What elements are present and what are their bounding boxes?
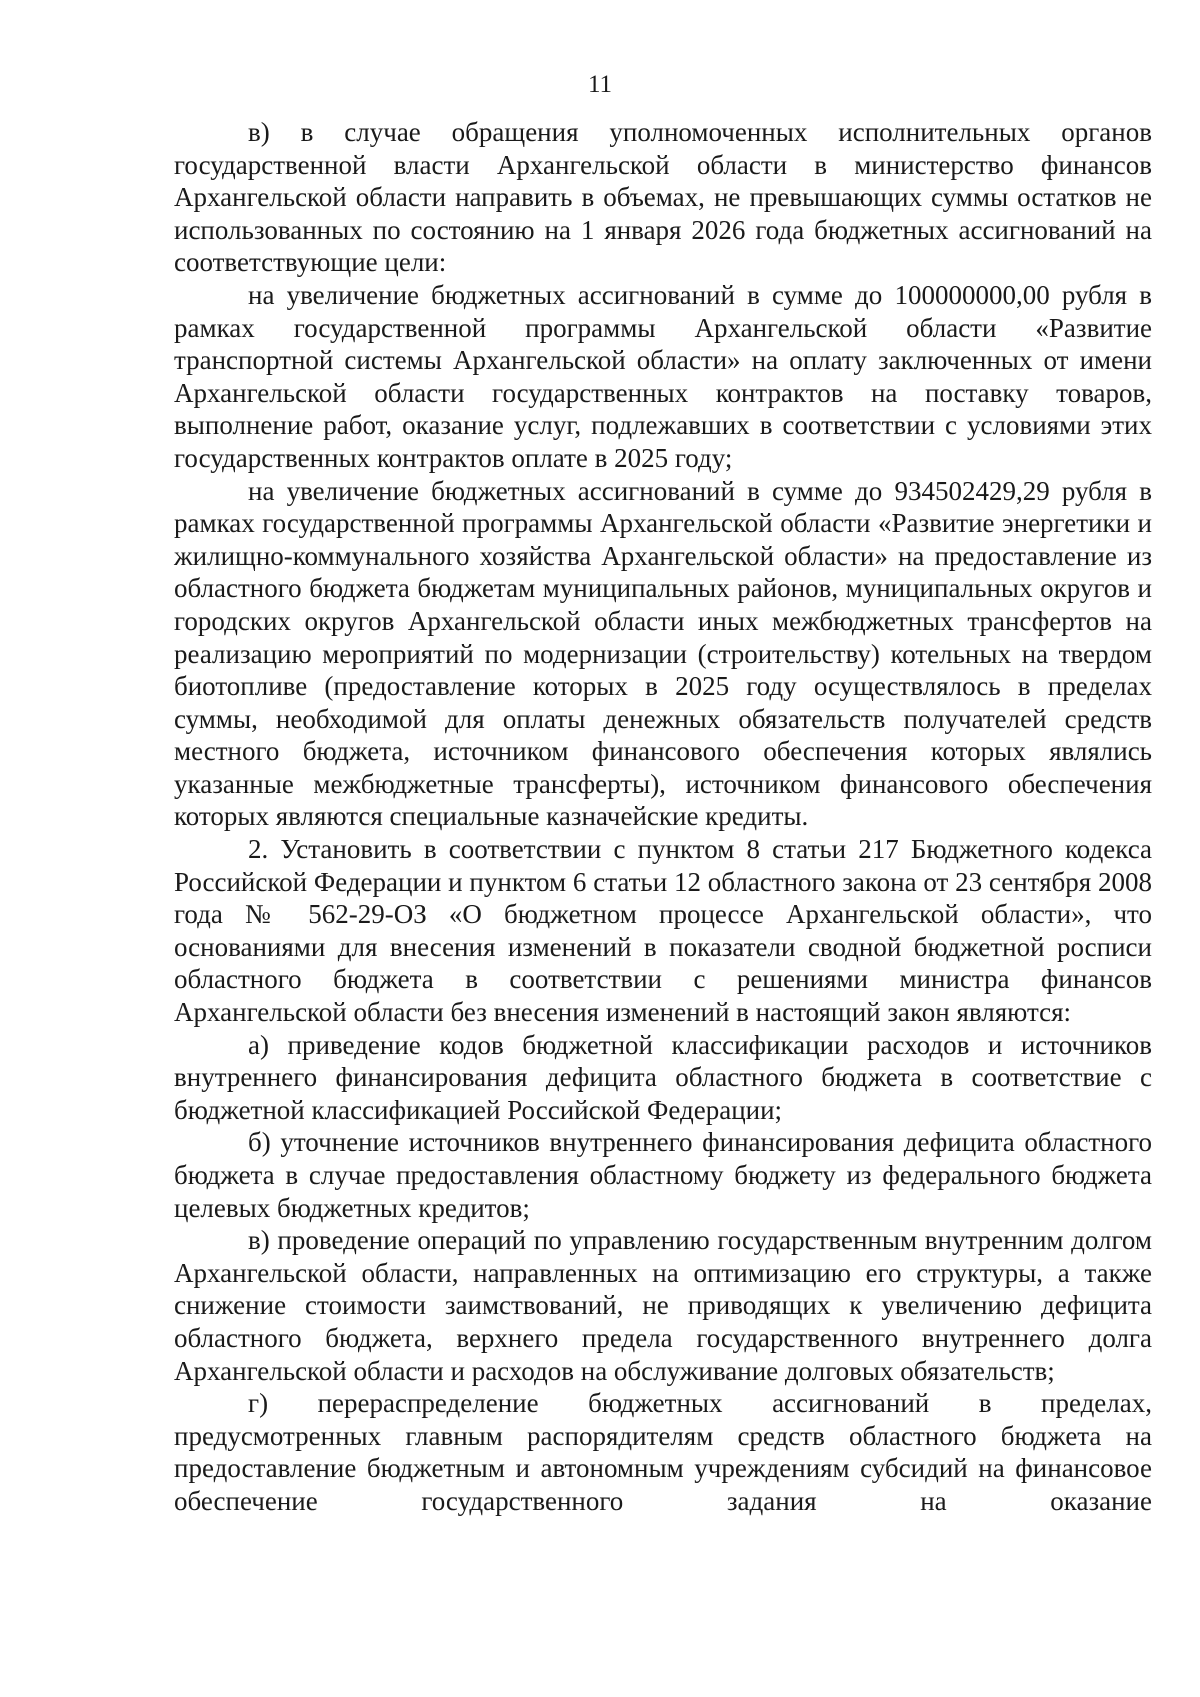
document-body [174,116,1152,1518]
paragraph-item-b: б) уточнение источников внутреннего финансирования дефицита областного бюджета в случае предоставления областному бюджету из федерального бюджета целевых бюджетных кредитов; [174,1127,1152,1223]
paragraph-item-v: в) проведение операций по управлению государственным внутренним долгом Архангельской области, направленных на оптимизацию его структуры, а также снижение стоимости заимствований, не приводящих к увеличению дефицита областного бюджета, верхнего предела государственного внутреннего долга Архангельской области и расходов на обслуживание долговых обязательств; [174,1225,1152,1386]
paragraph-item-g: г) перераспределение бюджетных ассигнований в пределах, предусмотренных главным распорядителям средств областного бюджета на предоставление бюджетным и автономным учреждениям субсидий на финансовое обеспечение государственного задания на оказание [174,1388,1152,1516]
paragraph-energy-program: на увеличение бюджетных ассигнований в сумме до 934502429,29 рубля в рамках государственной программы Архангельской области «Развитие энергетики и жилищно-коммунального хозяйства Архангельской области» на предоставление из областного бюджета бюджетам муниципальных районов, муниципальных округов и городских округов Архангельской области иных межбюджетных трансфертов на реализацию мероприятий по модернизации (строительству) котельных на твердом биотопливе (предоставление которых в 2025 году осуществлялось в пределах суммы, необходимой для оплаты денежных обязательств получателей средств местного бюджета, источником финансового обеспечения которых являлись указанные межбюджетные трансферты), источником финансового обеспечения которых являются специальные казначейские кредиты. [174,475,1152,832]
paragraph-item-a: а) приведение кодов бюджетной классификации расходов и источников внутреннего финансирования дефицита областного бюджета в соответствие с бюджетной классификацией Российской Федерации; [174,1029,1152,1125]
paragraph-allocation-request: в) в случае обращения уполномоченных исполнительных органов государственной власти Архангельской области в министерство финансов Архангельской области направить в объемах, не превышающих суммы остатков не использованных по состоянию на 1 января 2026 года бюджетных ассигнований на соответствующие цели: [174,117,1152,278]
paragraph-transport-program: на увеличение бюджетных ассигнований в сумме до 100000000,00 рубля в рамках государственной программы Архангельской области «Развитие транспортной системы Архангельской области» на оплату заключенных от имени Архангельской области государственных контрактов на поставку товаров, выполнение работ, оказание услуг, подлежавших в соответствии с условиями этих государственных контрактов оплате в 2025 году; [174,279,1152,473]
page-number: 11 [587,71,613,98]
paragraph-section-2: 2. Установить в соответствии с пунктом 8 статьи 217 Бюджетного кодекса Российской Федерации и пунктом 6 статьи 12 областного закона от 23 сентября 2008 года № 562-29-ОЗ «О бюджетном процессе Архангельской области», что основаниями для внесения изменений в показатели сводной бюджетной росписи областного бюджета в соответствии с решениями министра финансов Архангельской области без внесения изменений в настоящий закон являются: [174,834,1152,1028]
